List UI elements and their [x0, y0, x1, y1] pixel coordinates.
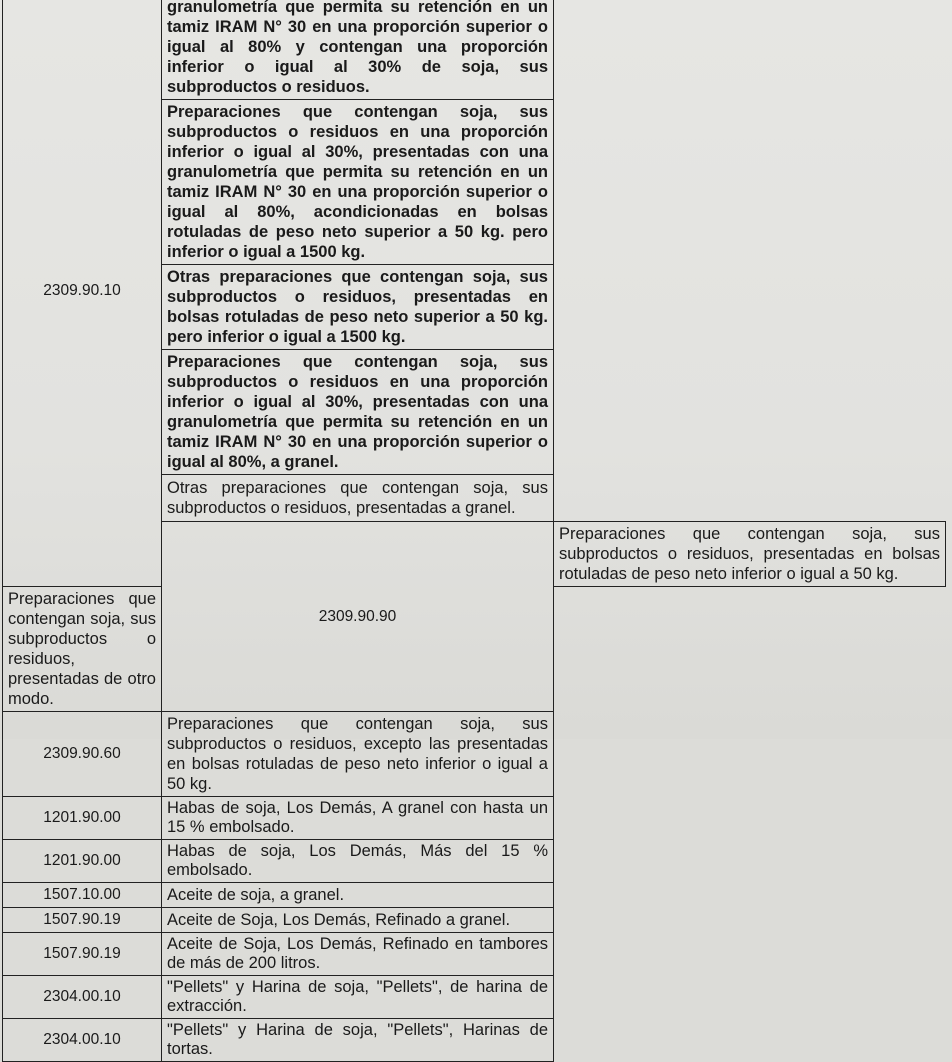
tariff-code-cell: 1507.10.00 — [3, 883, 162, 908]
table-row — [3, 883, 946, 908]
tariff-table — [2, 0, 946, 1062]
table-row — [3, 840, 946, 883]
tariff-code-cell: 2304.00.10 — [3, 1019, 162, 1062]
table-row — [3, 933, 946, 976]
description-cell: Preparaciones que contengan soja, sus subproductos o residuos, presentadas de otro modo. — [3, 587, 162, 712]
table-row — [3, 712, 946, 797]
tariff-code-cell: 1507.90.19 — [3, 908, 162, 933]
table-row — [3, 797, 946, 840]
description-cell: Aceite de Soja, Los Demás, Refinado en tambores de más de 200 litros. — [162, 933, 554, 976]
description-cell: granulometría que permita su retención en un tamiz IRAM N° 30 en una proporción superior o igual al 80% y contengan una proporción inferior o igual al 30% de soja, sus subproductos o residuos. — [162, 0, 554, 100]
description-cell: Preparaciones que contengan soja, sus subproductos o residuos en una proporción inferior o igual al 30%, presentadas con una granulometría que permita su retención en un tamiz IRAM N° 30 en una proporción superior o igual al 80%, a granel. — [162, 350, 554, 475]
description-cell: Habas de soja, Los Demás, A granel con hasta un 15 % embolsado. — [162, 797, 554, 840]
tariff-code-cell: 2309.90.60 — [3, 712, 162, 797]
description-cell: Habas de soja, Los Demás, Más del 15 % embolsado. — [162, 840, 554, 883]
table-row — [3, 908, 946, 933]
tariff-code-cell: 1201.90.00 — [3, 840, 162, 883]
tariff-code-cell: 1507.90.19 — [3, 933, 162, 976]
description-cell: Preparaciones que contengan soja, sus subproductos o residuos, excepto las presentadas en bolsas rotuladas de peso neto inferior o igual a 50 kg. — [162, 712, 554, 797]
table-row — [3, 0, 946, 100]
tariff-code-cell: 2309.90.90 — [162, 522, 554, 712]
table-row — [3, 1019, 946, 1062]
description-cell: Preparaciones que contengan soja, sus subproductos o residuos, presentadas en bolsas rotuladas de peso neto inferior o igual a 50 kg. — [554, 522, 946, 587]
tariff-code-cell: 2304.00.10 — [3, 976, 162, 1019]
description-cell: Preparaciones que contengan soja, sus subproductos o residuos en una proporción inferior o igual al 30%, presentadas con una granulometría que permita su retención en un tamiz IRAM N° 30 en una proporción superior o igual al 80%, acondicionadas en bolsas rotuladas de peso neto superior a 50 kg. pero inferior o igual a 1500 kg. — [162, 100, 554, 265]
description-cell: Aceite de Soja, Los Demás, Refinado a granel. — [162, 908, 554, 933]
tariff-code-cell: 1201.90.00 — [3, 797, 162, 840]
description-cell: Aceite de soja, a granel. — [162, 883, 554, 908]
description-cell: "Pellets" y Harina de soja, "Pellets", de harina de extracción. — [162, 976, 554, 1019]
tariff-code-cell: 2309.90.10 — [3, 0, 162, 587]
description-cell: Otras preparaciones que contengan soja, sus subproductos o residuos, presentadas en bolsas rotuladas de peso neto superior a 50 kg. pero inferior o igual a 1500 kg. — [162, 265, 554, 350]
description-cell: Otras preparaciones que contengan soja, sus subproductos o residuos, presentadas a granel. — [162, 475, 554, 522]
table-row — [3, 976, 946, 1019]
description-cell: "Pellets" y Harina de soja, "Pellets", Harinas de tortas. — [162, 1019, 554, 1062]
